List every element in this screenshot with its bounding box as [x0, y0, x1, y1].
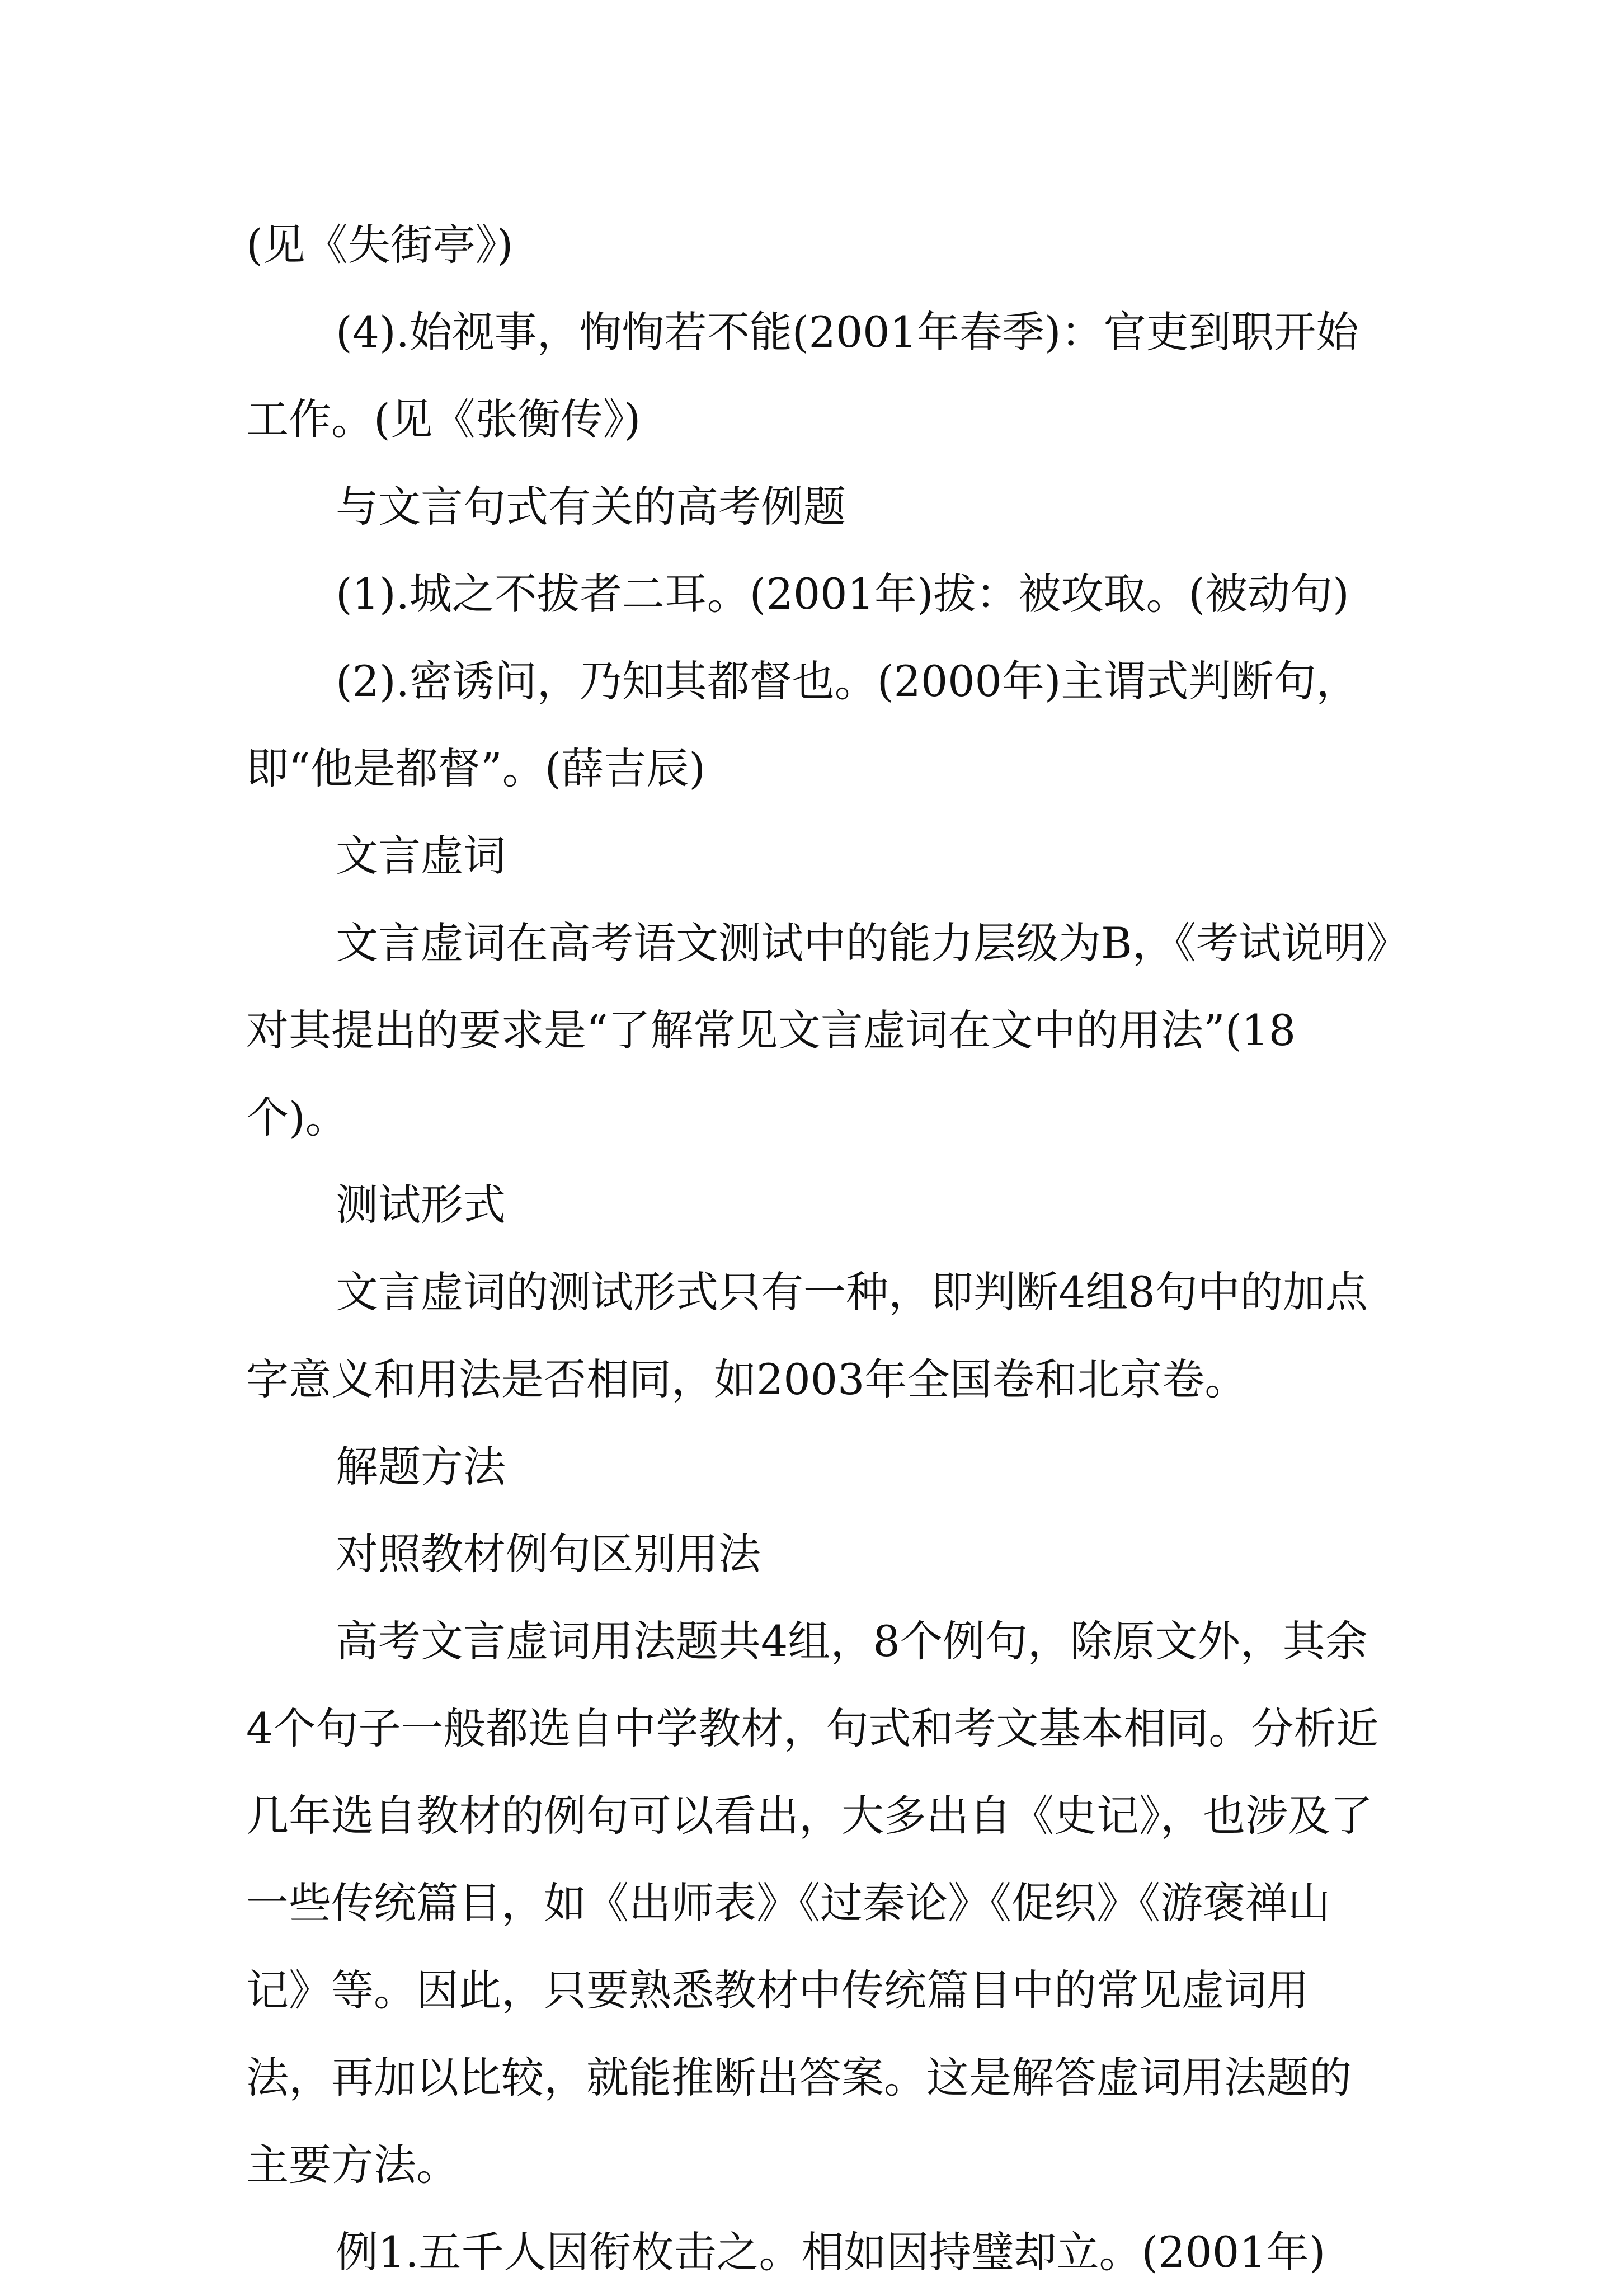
section-heading-sentence-patterns: 与文言句式有关的高考例题	[336, 482, 846, 531]
section-heading-solving-method: 解题方法	[336, 1442, 506, 1492]
paragraph-function-words-intro: 文言虚词在高考语文测试中的能力层级为B，《考试说明》对其提出的要求是“了解常见文言虚词在文中的用法”(18个)。	[246, 918, 1387, 1142]
document-body	[246, 201, 1387, 2296]
paragraph-example-4: (4).始视事，恂恂若不能(2001年春季)：官吏到职开始工作。(见《张衡传》)	[246, 307, 1359, 444]
paragraph-method-detail: 高考文言虚词用法题共4组，8个例句，除原文外，其余4个句子一般都选自中学教材，句式和考文基本相同。分析近几年选自教材的例句可以看出，大多出自《史记》，也涉及了一些传统篇目，如《出师表》《过秦论》《促织》《游褒禅山记》等。因此，只要熟悉教材中传统篇目中的常见虚词用法，再加以比较，就能推断出答案。这是解答虚词用法题的主要方法。	[246, 1616, 1379, 2190]
section-heading-compare-textbook: 对照教材例句区别用法	[336, 1529, 761, 1579]
paragraph-example-sentence-1: 例1.五千人因衔枚击之。相如因持璧却立。(2001年)	[336, 2227, 1326, 2277]
section-heading-function-words: 文言虚词	[336, 831, 506, 881]
section-heading-test-format: 测试形式	[336, 1180, 506, 1230]
paragraph-example-2: (2).密诱问，乃知其都督也。(2000年)主谓式判断句，即“他是都督”。(薛吉辰)	[246, 656, 1359, 793]
paragraph-example-1: (1).城之不拔者二耳。(2001年)拔：被攻取。(被动句)	[336, 569, 1349, 619]
paragraph-continuation: (见《失街亭》)	[246, 220, 514, 270]
paragraph-test-format: 文言虚词的测试形式只有一种，即判断4组8句中的加点字意义和用法是否相同，如2003年全国卷和北京卷。	[246, 1267, 1368, 1404]
